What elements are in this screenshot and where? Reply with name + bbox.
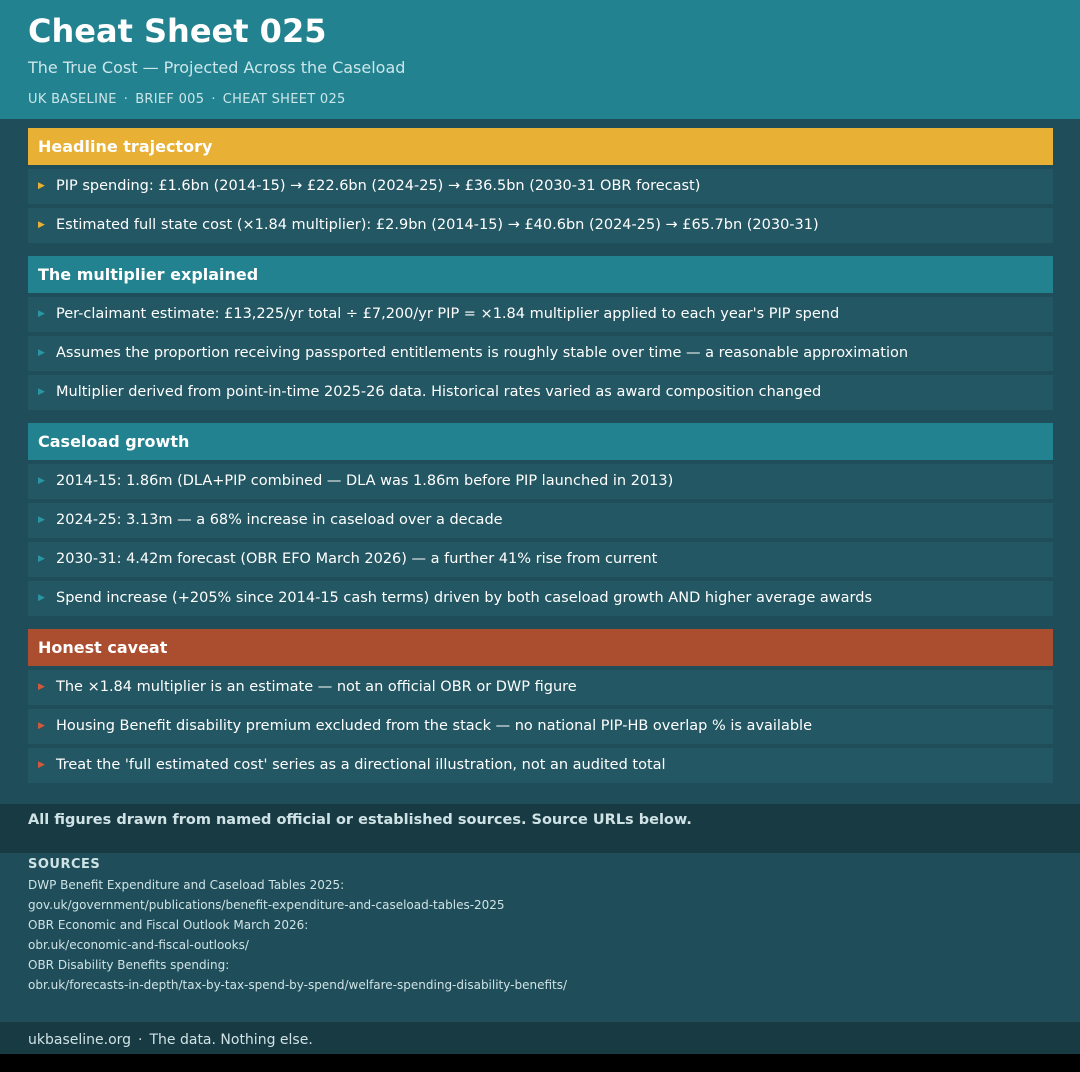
bullet-triangle-icon: ▶ [38,181,45,191]
source-url: obr.uk/economic-and-fiscal-outlooks/ [28,938,249,952]
source-name: DWP Benefit Expenditure and Caseload Tables 2025: [28,878,345,892]
list-item-text: Assumes the proportion receiving passported entitlements is roughly stable over time — a reasonable approximation [56,345,909,361]
sections-container [0,119,1080,783]
bullet-triangle-icon: ▶ [38,515,45,525]
bullet-triangle-icon: ▶ [38,593,45,603]
list-item [28,464,1053,499]
sources-title: SOURCES [28,857,101,872]
footer-tagline: The data. Nothing else. [149,1032,313,1048]
list-item [28,709,1053,744]
section [28,629,1053,783]
list-item [28,670,1053,705]
meta-separator: · [211,92,216,107]
list-item [28,208,1053,243]
meta-publisher: UK BASELINE [28,92,117,107]
bullet-triangle-icon: ▶ [38,476,45,486]
list-item-text: PIP spending: £1.6bn (2014-15) → £22.6bn (2024-25) → £36.5bn (2030-31 OBR forecast) [56,178,701,194]
list-item [28,542,1053,577]
bullet-triangle-icon: ▶ [38,309,45,319]
page-header [0,0,1080,119]
section [28,423,1053,616]
bullet-triangle-icon: ▶ [38,682,45,692]
bullet-triangle-icon: ▶ [38,348,45,358]
list-item [28,503,1053,538]
section-heading: The multiplier explained [28,256,1053,293]
list-item [28,169,1053,204]
list-item-text: 2014-15: 1.86m (DLA+PIP combined — DLA was 1.86m before PIP launched in 2013) [56,473,674,489]
list-item-text: Housing Benefit disability premium excluded from the stack — no national PIP-HB overlap % is available [56,718,813,734]
section [28,128,1053,243]
page-title: Cheat Sheet 025 [28,12,327,50]
source-url: gov.uk/government/publications/benefit-expenditure-and-caseload-tables-2025 [28,898,505,912]
list-item-text: 2030-31: 4.42m forecast (OBR EFO March 2026) — a further 41% rise from current [56,551,658,567]
page-subtitle: The True Cost — Projected Across the Caseload [28,58,406,77]
bullet-triangle-icon: ▶ [38,554,45,564]
list-item-text: Per-claimant estimate: £13,225/yr total ÷ £7,200/yr PIP = ×1.84 multiplier applied to each year's PIP spend [56,306,840,322]
page-footer [0,1022,1080,1054]
list-item-text: Treat the 'full estimated cost' series as a directional illustration, not an audited total [56,757,666,773]
list-item-text: Estimated full state cost (×1.84 multiplier): £2.9bn (2014-15) → £40.6bn (2024-25) → £65.7bn (2030-31) [56,217,819,233]
list-item-text: Multiplier derived from point-in-time 2025-26 data. Historical rates varied as award composition changed [56,384,822,400]
footer-site: ukbaseline.org [28,1032,132,1048]
list-item [28,336,1053,371]
list-item-text: Spend increase (+205% since 2014-15 cash terms) driven by both caseload growth AND higher average awards [56,590,873,606]
bullet-triangle-icon: ▶ [38,721,45,731]
section-heading: Headline trajectory [28,128,1053,165]
sources-block [0,853,1080,995]
source-name: OBR Economic and Fiscal Outlook March 2026: [28,918,309,932]
bullet-triangle-icon: ▶ [38,760,45,770]
meta-separator: · [123,92,129,107]
bullet-triangle-icon: ▶ [38,387,45,397]
list-item [28,375,1053,410]
section-heading: Honest caveat [28,629,1053,666]
bullet-triangle-icon: ▶ [38,220,45,230]
list-item [28,748,1053,783]
sources-note: All figures drawn from named official or established sources. Source URLs below. [0,804,1080,853]
section-heading: Caseload growth [28,423,1053,460]
list-item [28,581,1053,616]
footer-separator: · [138,1032,143,1048]
source-url: obr.uk/forecasts-in-depth/tax-by-tax-spend-by-spend/welfare-spending-disability-benefits/ [28,978,568,992]
list-item-text: 2024-25: 3.13m — a 68% increase in caseload over a decade [56,512,503,528]
list-item-text: The ×1.84 multiplier is an estimate — not an official OBR or DWP figure [56,679,577,695]
source-name: OBR Disability Benefits spending: [28,958,230,972]
list-item [28,297,1053,332]
section [28,256,1053,410]
meta-brief: BRIEF 005 [135,92,205,107]
meta-line [28,92,1052,108]
meta-sheet: CHEAT SHEET 025 [222,92,346,107]
sources-list [28,875,1052,995]
